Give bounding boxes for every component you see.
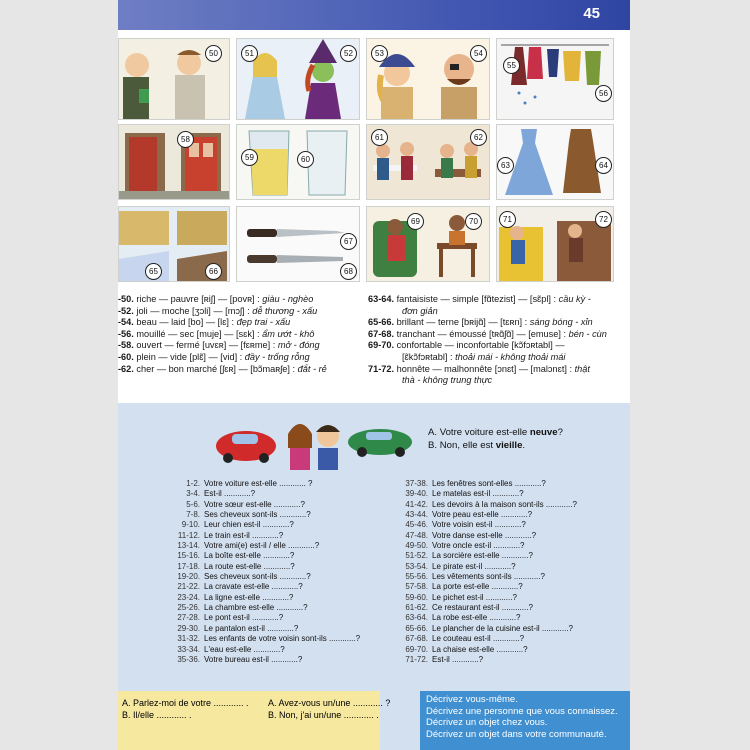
vocab-row: -60. plein — vide [plɛ̃] — [vid] : đầy - trống rỗng	[118, 351, 310, 362]
illustration-full-empty	[236, 124, 360, 200]
vocab-row: đơn giản	[402, 305, 438, 316]
example-illustration	[216, 418, 414, 470]
vocab-row: -50. riche — pauvre [ʀiʃ] — [povʀ] : giàu - nghèo	[118, 294, 314, 304]
image-number: 66	[205, 263, 222, 280]
drill-item: 69-70. La chaise est-elle ............?	[405, 644, 528, 654]
image-number: 58	[177, 131, 194, 148]
vocab-row: 67-68. tranchant — émoussé [tʀɑ̃ʃɑ̃] — [emuse] : bén - cùn	[368, 328, 607, 339]
drill-item: 59-60. Le pichet est-il ............?	[405, 592, 517, 602]
illustration-sharp-dull	[236, 206, 360, 282]
image-number: 69	[407, 213, 424, 230]
image-number: 71	[499, 211, 516, 228]
conversation-right	[268, 698, 390, 721]
vocab-row: -54. beau — laid [bo] — [lɛ] : đẹp trai - xấu	[118, 317, 291, 328]
drill-item: 47-48. Votre danse est-elle ............?	[405, 530, 537, 540]
drill-item: 23-24. La ligne est-elle ............?	[177, 592, 294, 602]
example-dialogue	[428, 426, 563, 452]
describe-prompts	[426, 694, 618, 741]
drill-item: 51-52. La sorcière est-elle ............?	[405, 551, 533, 561]
drill-item: 71-72. Est-il ............?	[405, 654, 484, 664]
describe-line: Décrivez vous-même.	[426, 694, 518, 705]
drill-item: 13-14. Votre ami(e) est-il / elle ............?	[177, 541, 320, 551]
vocab-row: 65-66. brillant — terne [bʀijɑ̃] — [tɛʀn] : sáng bóng - xỉn	[368, 317, 593, 328]
vocab-row: 69-70. confortable — inconfortable [kɔ̃fɔʀtabl] —	[368, 340, 565, 351]
illustration-handsome-ugly	[366, 38, 490, 120]
drill-item: 57-58. La porte est-elle ............?	[405, 582, 523, 592]
image-number: 62	[470, 129, 487, 146]
vocab-row: 63-64. fantaisiste — simple [fɑ̃tezist] — [sɛ̃pl] : cầu kỳ -	[368, 294, 591, 304]
drill-list-left	[168, 479, 373, 665]
conversation-line: B. Il/elle ............ .	[122, 709, 192, 720]
drill-item: 7-8. Ses cheveux sont-ils ............?	[186, 510, 311, 520]
illustration-expensive-cheap	[366, 124, 490, 200]
page-header-bar	[118, 0, 630, 30]
illustration-rich-poor	[118, 38, 230, 120]
image-number: 63	[497, 157, 514, 174]
drill-item: 3-4. Est-il ............?	[186, 489, 256, 499]
illustration-honest-dishonest	[496, 206, 614, 282]
textbook-page	[118, 0, 630, 750]
vocabulary-left	[118, 294, 358, 375]
drill-item: 53-54. Le pirate est-il ............?	[405, 561, 516, 571]
illustration-comfortable-uncomfortable	[366, 206, 490, 282]
image-number: 72	[595, 211, 612, 228]
conversation-left	[122, 698, 249, 721]
vocab-row: -56. mouillé — sec [muje] — [sɛk] : ẩm ướt - khô	[118, 328, 315, 339]
drill-item: 45-46. Votre voisin est-il ............?	[405, 520, 526, 530]
image-number: 54	[470, 45, 487, 62]
image-number: 65	[145, 263, 162, 280]
drill-item: 43-44. Votre peau est-elle ............?	[405, 510, 533, 520]
conversation-line: B. Non, j'ai un/une ............ .	[268, 709, 379, 720]
image-number: 64	[595, 157, 612, 174]
image-number: 56	[595, 85, 612, 102]
drill-item: 41-42. Les devoirs à la maison sont-ils ............?	[405, 499, 577, 509]
image-number: 68	[340, 263, 357, 280]
drill-item: 1-2. Votre voiture est-elle ............ ?	[186, 479, 313, 488]
vocab-row: [ɛ̃kɔ̃fɔʀtabl] : thoải mái - không thoải mái	[402, 351, 566, 362]
drill-item: 19-20. Ses cheveux sont-ils ............?	[177, 572, 311, 582]
image-number: 51	[241, 45, 258, 62]
image-number: 70	[465, 213, 482, 230]
example-answer: B. Non, elle est vieille.	[428, 440, 526, 451]
drill-item: 15-16. La boîte est-elle ............?	[177, 551, 295, 561]
drill-item: 39-40. Le matelas est-il ............?	[405, 489, 524, 499]
image-number: 60	[297, 151, 314, 168]
clothesline-illustration	[497, 39, 613, 119]
cars-conversation-illustration	[216, 418, 414, 470]
describe-line: Décrivez une personne que vous connaissez.	[426, 705, 618, 717]
drill-item: 49-50. Votre oncle est-il ............?	[405, 541, 525, 551]
conversation-line: A. Parlez-moi de votre ............ .	[122, 698, 249, 708]
drill-item: 21-22. La cravate est-elle ............?	[177, 582, 303, 592]
drill-item: 37-38. Les fenêtres sont-elles ............?	[405, 479, 546, 488]
drill-item: 11-12. Le train est-il ............?	[177, 530, 284, 540]
vocab-row: -52. joli — moche [ʒɔli] — [mɔʃ] : dễ thương - xấu	[118, 305, 318, 316]
vocab-row: 71-72. honnête — malhonnête [ɔnɛt] — [malɔnɛt] : thật	[368, 363, 590, 374]
drill-item: 61-62. Ce restaurant est-il ............?	[405, 603, 533, 613]
drill-item: 67-68. Le couteau est-il ............?	[405, 634, 525, 644]
drill-item: 55-56. Les vêtements sont-ils ............?	[405, 572, 545, 582]
image-number: 53	[371, 45, 388, 62]
vocab-row: -58. ouvert — fermé [uvɛʀ] — [fɛʀme] : mở - đóng	[118, 340, 320, 351]
illustration-shiny-dull	[118, 206, 230, 282]
image-number: 52	[340, 45, 357, 62]
example-question: A. Votre voiture est-elle neuve?	[428, 427, 563, 438]
conversation-line: A. Avez-vous un/une ............ ?	[268, 698, 391, 708]
image-number: 55	[503, 57, 520, 74]
drill-item: 5-6. Votre sœur est-elle ............?	[186, 499, 305, 509]
describe-line: Décrivez un objet dans votre communauté.	[426, 729, 607, 741]
drill-item: 33-34. L'eau est-elle ............?	[177, 644, 285, 654]
illustration-fancy-simple	[496, 124, 614, 200]
image-number: 50	[205, 45, 222, 62]
drill-item: 27-28. Le pont est-il ............?	[177, 613, 284, 623]
vocab-row: thà - không trung thực	[402, 375, 493, 386]
illustration-pretty-ugly	[236, 38, 360, 120]
image-number: 61	[371, 129, 388, 146]
illustration-open-closed	[118, 124, 230, 200]
drill-item: 25-26. La chambre est-elle ............?	[177, 603, 308, 613]
drill-item: 17-18. La route est-elle ............?	[177, 561, 295, 571]
doors-illustration	[119, 125, 229, 199]
illustration-wet-dry	[496, 38, 614, 120]
drill-item: 63-64. La robe est-elle ............?	[405, 613, 521, 623]
vocabulary-right	[368, 294, 630, 387]
drill-list-right	[396, 479, 626, 665]
page-number: 45	[583, 5, 600, 22]
drill-item: 31-32. Les enfants de votre voisin sont-ils ............?	[177, 634, 361, 644]
image-number: 59	[241, 149, 258, 166]
image-number: 67	[340, 233, 357, 250]
drill-item: 9-10. Leur chien est-il ............?	[181, 520, 294, 530]
drill-item: 65-66. Le plancher de la cuisine est-il ............?	[405, 623, 573, 633]
drill-item: 29-30. Le pantalon est-il ............?	[177, 623, 299, 633]
vocab-row: -62. cher — bon marché [ʃɛʀ] — [bɔ̃maʀʃe] : đắt - rẻ	[118, 363, 327, 374]
drill-item: 35-36. Votre bureau est-il ............?	[177, 654, 303, 664]
describe-line: Décrivez un objet chez vous.	[426, 717, 548, 729]
